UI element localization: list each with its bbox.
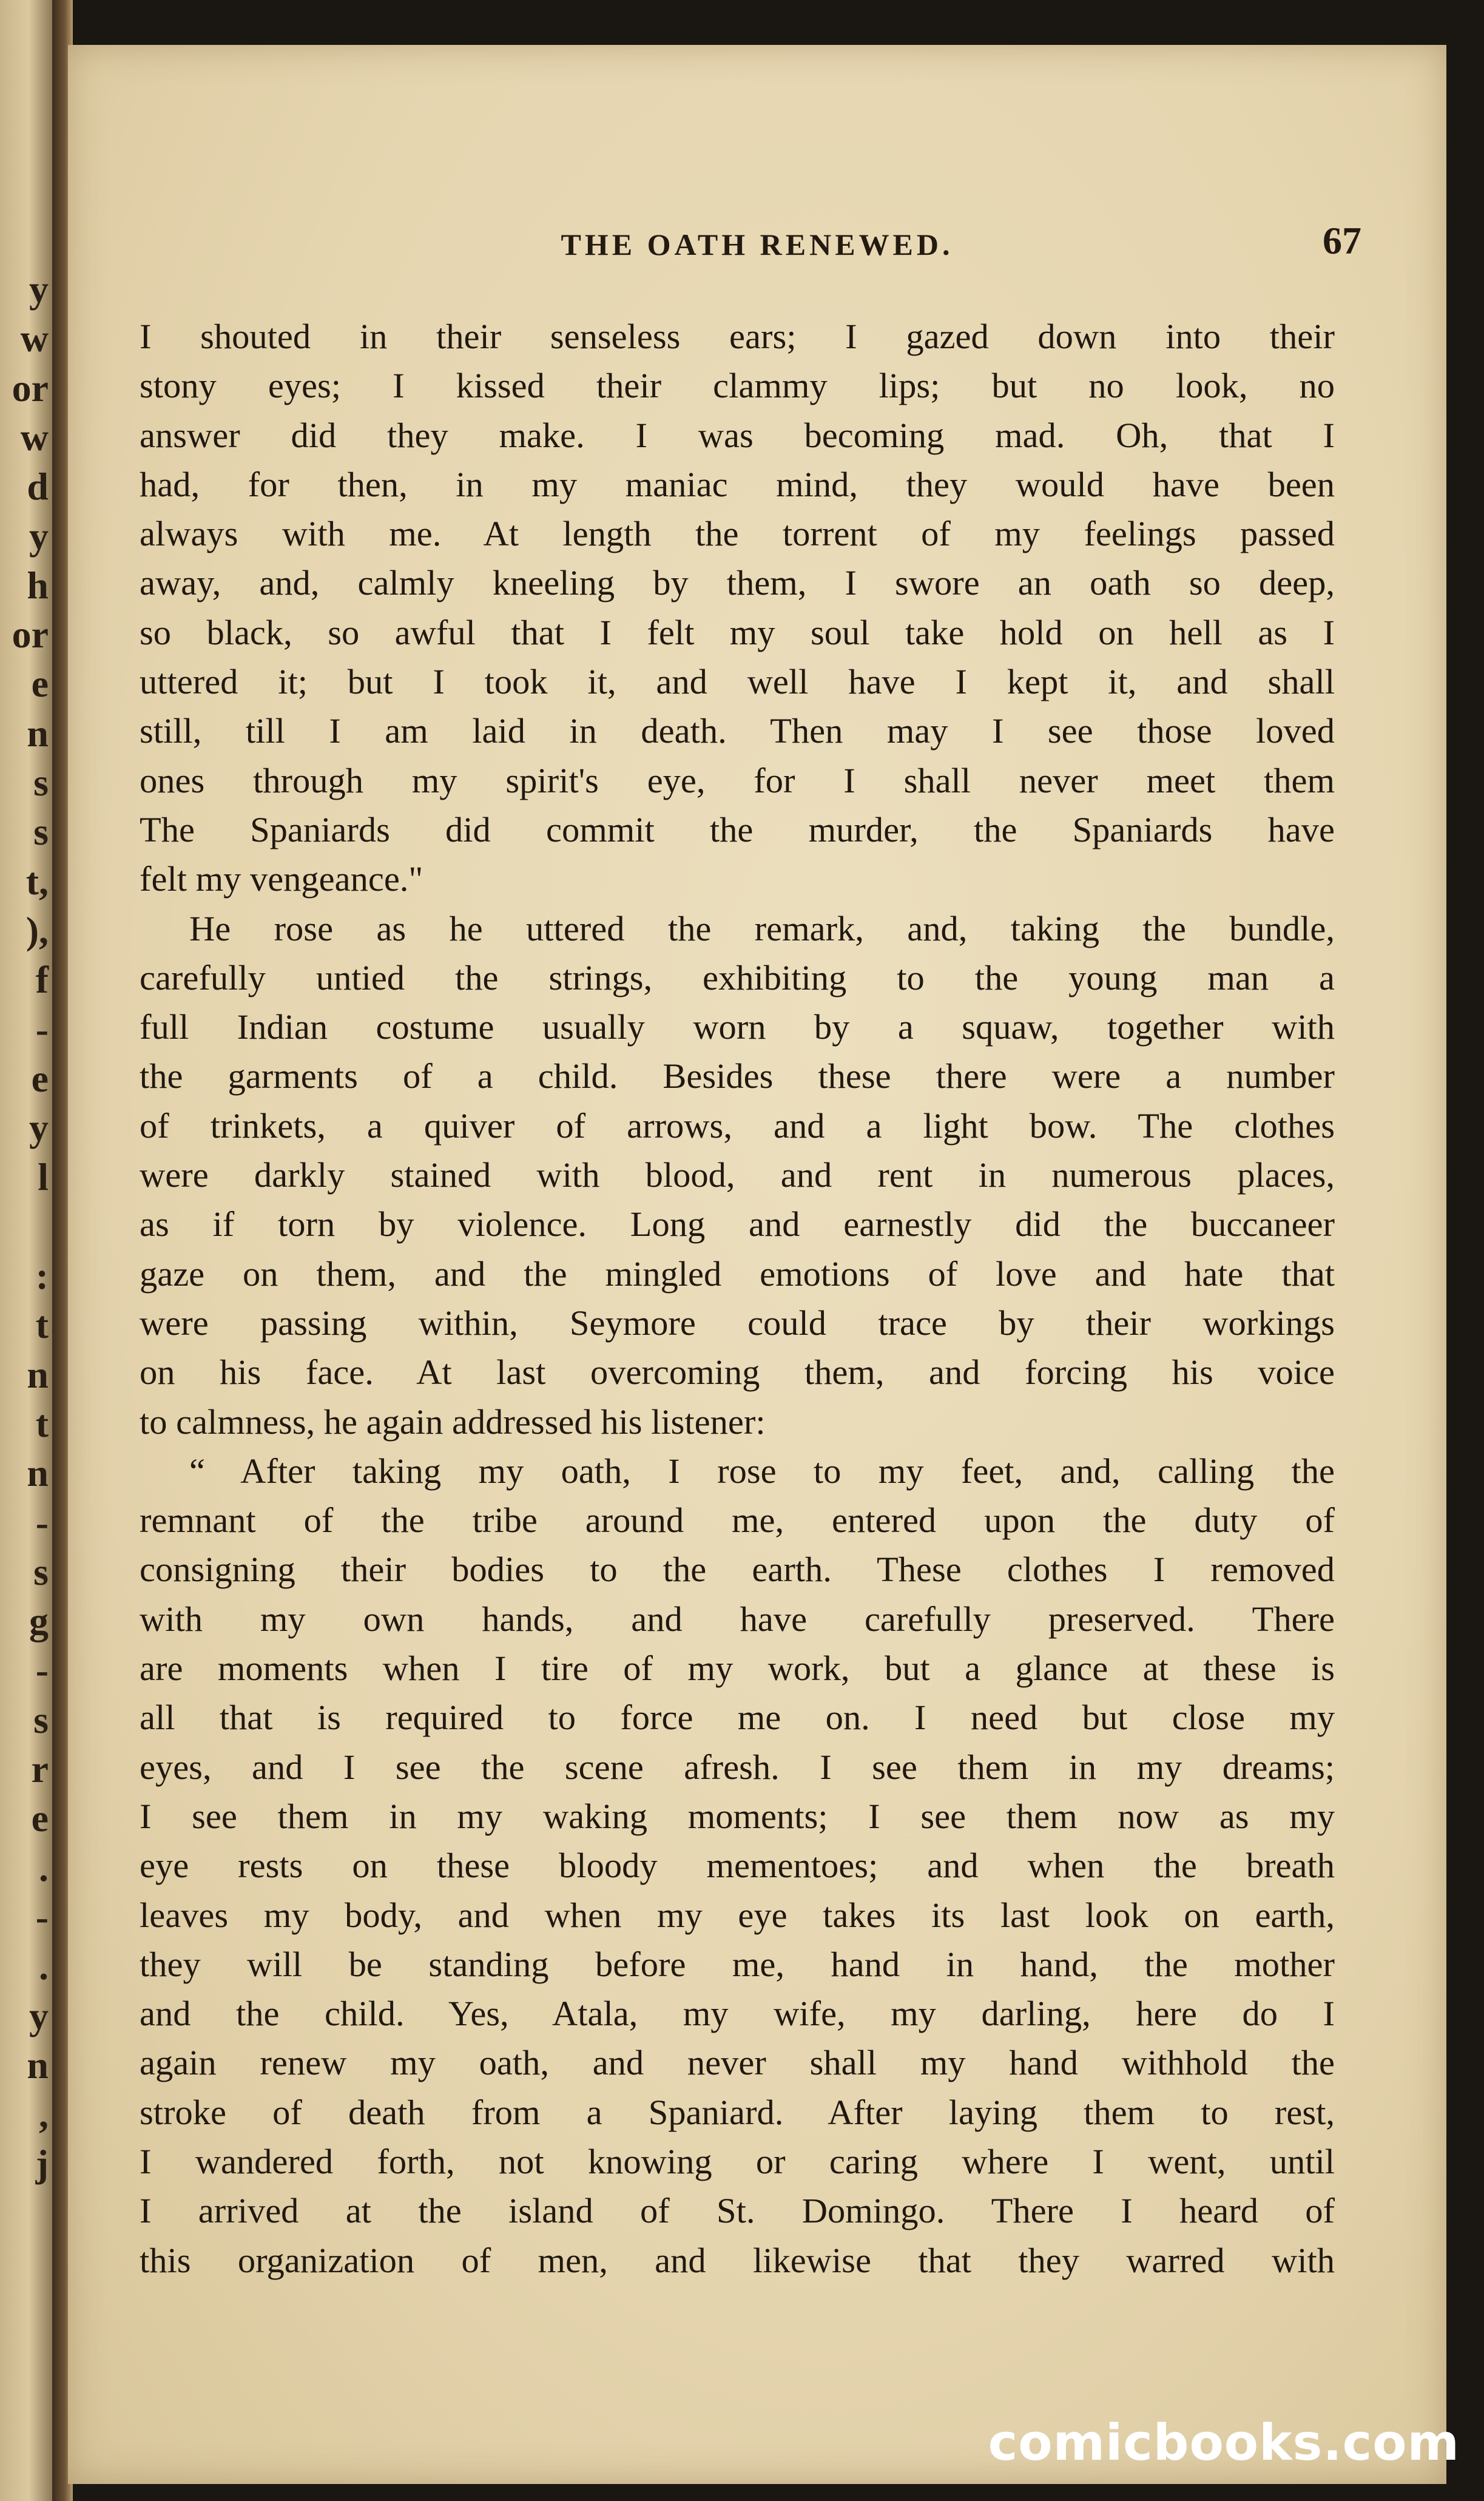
- text-line: uttered it; but I took it, and well have I kept it, and shall: [140, 662, 1335, 702]
- text-line: away, and, calmly kneeling by them, I swore an oath so deep,: [140, 563, 1335, 603]
- previous-page-fragment: t: [35, 1303, 49, 1347]
- previous-page-fragment: n: [27, 2043, 49, 2087]
- text-line: I shouted in their senseless ears; I gazed down into their: [140, 317, 1335, 356]
- previous-page-fragment: l: [38, 1155, 49, 1199]
- previous-page-fragment: y: [29, 1106, 49, 1150]
- previous-page-fragment: h: [27, 563, 49, 607]
- text-line: stony eyes; I kissed their clammy lips; but no look, no: [140, 366, 1335, 406]
- previous-page-fragment: or: [12, 366, 49, 410]
- previous-page-fragment: n: [27, 1451, 49, 1495]
- previous-page-fragment: g: [29, 1599, 49, 1643]
- previous-page-fragment: .: [39, 1945, 49, 1988]
- previous-page-fragment: s: [33, 1550, 49, 1593]
- page-number: 67: [1323, 219, 1361, 262]
- text-line: of trinkets, a quiver of arrows, and a light bow. The clothes: [140, 1105, 1335, 1146]
- previous-page-fragment: ),: [25, 908, 49, 952]
- text-line: I see them in my waking moments; I see them now as my: [140, 1796, 1335, 1836]
- previous-page-fragment: e: [31, 1797, 49, 1840]
- text-line: remnant of the tribe around me, entered upon the duty of: [140, 1500, 1335, 1541]
- book-page: [68, 45, 1446, 2484]
- text-line: He rose as he uttered the remark, and, taking the bundle,: [189, 908, 1335, 948]
- text-line: were darkly stained with blood, and rent in numerous places,: [140, 1155, 1335, 1195]
- text-line: always with me. At length the torrent of my feelings passed: [140, 514, 1335, 554]
- previous-page-fragment: e: [31, 662, 49, 706]
- text-line: I arrived at the island of St. Domingo. There I heard of: [140, 2191, 1335, 2231]
- previous-page-fragment: -: [35, 1649, 49, 1692]
- previous-page-fragment: t: [35, 1402, 49, 1445]
- previous-page-fragment: y: [29, 514, 49, 558]
- previous-page-fragment: or: [12, 613, 49, 656]
- text-line: eye rests on these bloody mementoes; and when the breath: [140, 1846, 1335, 1886]
- text-line: “ After taking my oath, I rose to my feet, and, calling the: [189, 1451, 1335, 1491]
- previous-page-edge: [0, 0, 52, 2501]
- text-line: leaves my body, and when my eye takes its last look on earth,: [140, 1895, 1335, 1935]
- site-watermark: comicbooks.com: [988, 2414, 1460, 2472]
- text-line: felt my vengeance.": [140, 859, 423, 899]
- previous-page-fragment: f: [35, 958, 49, 1002]
- text-line: with my own hands, and have carefully preserved. There: [140, 1599, 1335, 1639]
- text-line: carefully untied the strings, exhibiting to the young man a: [140, 957, 1335, 997]
- text-line: The Spaniards did commit the murder, the Spaniards have: [140, 809, 1335, 849]
- text-line: they will be standing before me, hand in hand, the mother: [140, 1944, 1335, 1984]
- previous-page-fragment: e: [31, 1056, 49, 1100]
- text-line: ones through my spirit's eye, for I shall never meet them: [140, 760, 1335, 800]
- previous-page-fragment: n: [27, 1352, 49, 1396]
- text-line: full Indian costume usually worn by a squaw, together with: [140, 1007, 1335, 1047]
- previous-page-fragment: w: [20, 415, 49, 459]
- body-text: [140, 312, 1335, 2285]
- text-line: the garments of a child. Besides these there were a number: [140, 1056, 1335, 1096]
- previous-page-fragment: s: [33, 761, 49, 804]
- text-line: as if torn by violence. Long and earnestly did the buccaneer: [140, 1204, 1335, 1244]
- previous-page-fragment: y: [29, 1994, 49, 2037]
- text-line: were passing within, Seymore could trace by their workings: [140, 1303, 1335, 1343]
- text-line: on his face. At last overcoming them, and forcing his voice: [140, 1352, 1335, 1392]
- previous-page-fragment: -: [35, 1500, 49, 1544]
- previous-page-fragment: -: [35, 1895, 49, 1939]
- previous-page-fragment: j: [35, 2142, 49, 2185]
- running-head: THE OATH RENEWED.: [561, 228, 954, 262]
- previous-page-fragment: s: [33, 810, 49, 854]
- previous-page-fragment: n: [27, 711, 49, 755]
- previous-page-fragment: y: [29, 268, 49, 311]
- previous-page-fragment: -: [35, 1007, 49, 1051]
- text-line: consigning their bodies to the earth. These clothes I removed: [140, 1550, 1335, 1590]
- previous-page-fragment: w: [20, 317, 49, 360]
- text-line: all that is required to force me on. I need but close my: [140, 1698, 1335, 1738]
- text-line: had, for then, in my maniac mind, they would have been: [140, 464, 1335, 504]
- text-line: eyes, and I see the scene afresh. I see them in my dreams;: [140, 1747, 1335, 1787]
- previous-page-fragment: :: [35, 1254, 49, 1297]
- previous-page-fragment: r: [31, 1747, 49, 1791]
- text-line: again renew my oath, and never shall my hand withhold the: [140, 2043, 1335, 2083]
- text-line: are moments when I tire of my work, but a glance at these is: [140, 1649, 1335, 1689]
- text-line: stroke of death from a Spaniard. After laying them to rest,: [140, 2092, 1335, 2132]
- previous-page-fragment: ,: [39, 2093, 49, 2136]
- text-line: gaze on them, and the mingled emotions of love and hate that: [140, 1254, 1335, 1294]
- text-line: to calmness, he again addressed his listener:: [140, 1402, 766, 1442]
- previous-page-fragment: .: [39, 1846, 49, 1889]
- text-line: and the child. Yes, Atala, my wife, my darling, here do I: [140, 1994, 1335, 2034]
- text-line: so black, so awful that I felt my soul take hold on hell as I: [140, 612, 1335, 652]
- text-line: answer did they make. I was becoming mad. Oh, that I: [140, 415, 1335, 455]
- text-line: still, till I am laid in death. Then may I see those loved: [140, 711, 1335, 751]
- text-line: I wandered forth, not knowing or caring where I went, until: [140, 2141, 1335, 2181]
- text-line: this organization of men, and likewise that they warred with: [140, 2240, 1335, 2280]
- previous-page-fragment: s: [33, 1698, 49, 1741]
- previous-page-fragment: t,: [25, 859, 49, 903]
- previous-page-fragment: d: [27, 465, 49, 508]
